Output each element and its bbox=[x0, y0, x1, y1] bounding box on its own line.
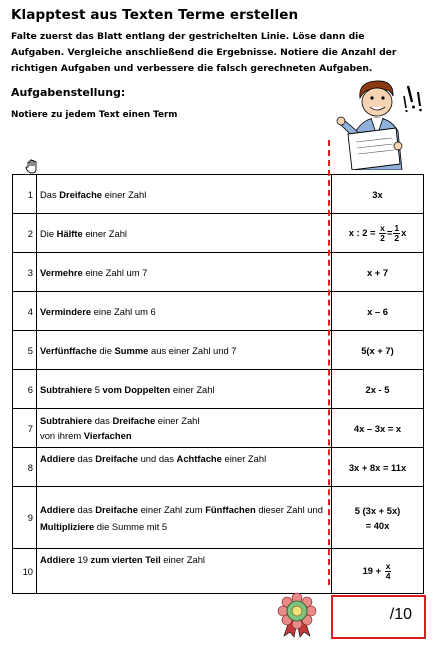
task-keyword: Vermehre bbox=[40, 266, 83, 278]
table-row bbox=[13, 487, 424, 549]
table-row bbox=[13, 331, 424, 370]
score-box bbox=[331, 595, 426, 639]
task-text-part: 19 bbox=[74, 554, 91, 565]
table-row bbox=[13, 175, 424, 214]
task-text-part: einer Zahl bbox=[102, 188, 147, 200]
score-label: /10 bbox=[389, 606, 412, 623]
task-text bbox=[37, 448, 332, 487]
task-keyword: Addiere bbox=[40, 503, 75, 515]
task-keyword: Addiere bbox=[40, 453, 75, 464]
task-text-part: einer Zahl zum bbox=[137, 503, 206, 515]
fraction-numerator: 1 bbox=[394, 222, 400, 233]
task-instruction: Notiere zu jedem Text einen Term bbox=[11, 110, 178, 120]
task-term: x + 7 bbox=[332, 253, 424, 292]
fraction-numerator: x bbox=[385, 560, 391, 571]
teacher-holding-paper-icon bbox=[330, 76, 430, 170]
task-number: 4 bbox=[13, 292, 37, 331]
task-heading: Aufgabenstellung: bbox=[11, 86, 126, 99]
table-row bbox=[13, 292, 424, 331]
task-term: 5(x + 7) bbox=[332, 331, 424, 370]
fraction-denominator: 2 bbox=[380, 232, 385, 243]
task-number: 3 bbox=[13, 253, 37, 292]
fraction bbox=[393, 224, 400, 243]
table-row bbox=[13, 214, 424, 253]
task-text-part: von ihrem bbox=[40, 430, 84, 441]
task-keyword: Fünffachen bbox=[205, 503, 256, 515]
page-title: Klapptest aus Texten Terme erstellen bbox=[11, 7, 299, 23]
task-text-part: 5 bbox=[92, 383, 103, 395]
task-text-part: das bbox=[74, 503, 96, 515]
task-text bbox=[37, 549, 332, 594]
task-text bbox=[37, 409, 332, 448]
task-text-part: Das bbox=[40, 188, 60, 200]
task-number: 10 bbox=[13, 549, 37, 594]
task-table bbox=[12, 174, 424, 594]
fraction-denominator: 2 bbox=[394, 232, 400, 243]
task-text-part: eine Zahl um 6 bbox=[91, 305, 156, 317]
task-text-part: und das bbox=[137, 453, 177, 464]
task-keyword: Vermindere bbox=[40, 305, 92, 317]
task-text bbox=[37, 292, 332, 331]
task-number: 8 bbox=[13, 448, 37, 487]
task-text-part: das bbox=[74, 453, 96, 464]
task-text bbox=[37, 175, 332, 214]
task-term: 3x bbox=[332, 175, 424, 214]
task-keyword: Vierfachen bbox=[83, 430, 132, 441]
task-text-part: einer Zahl bbox=[155, 415, 200, 426]
term-suffix: x bbox=[401, 226, 407, 238]
term-prefix: x : 2 = bbox=[348, 226, 376, 238]
award-rosette-icon bbox=[276, 592, 320, 638]
task-term: 3x + 8x = 11x bbox=[332, 448, 424, 487]
fraction-denominator: 4 bbox=[385, 570, 391, 581]
task-text bbox=[37, 487, 332, 549]
task-number: 1 bbox=[13, 175, 37, 214]
fraction bbox=[379, 224, 386, 243]
task-keyword: Subtrahiere bbox=[40, 415, 93, 426]
table-row bbox=[13, 409, 424, 448]
task-keyword: Dreifache bbox=[59, 188, 103, 200]
task-term bbox=[332, 487, 424, 549]
task-keyword: Achtfache bbox=[176, 453, 222, 464]
task-keyword: Subtrahiere bbox=[40, 383, 93, 395]
task-keyword: Dreifache bbox=[95, 503, 138, 515]
table-row bbox=[13, 448, 424, 487]
task-keyword: Addiere bbox=[40, 554, 75, 565]
task-keyword: vom Doppelten bbox=[102, 383, 171, 395]
task-text-part: aus einer Zahl und 7 bbox=[148, 344, 237, 356]
task-term bbox=[332, 549, 424, 594]
fraction bbox=[385, 562, 392, 581]
task-keyword: zum vierten Teil bbox=[90, 554, 161, 565]
task-text-part: eine Zahl um 7 bbox=[82, 266, 148, 278]
table-row bbox=[13, 370, 424, 409]
task-keyword: Verfünffache bbox=[40, 344, 97, 356]
task-text-part: dieser Zahl und bbox=[255, 503, 323, 515]
task-text-part: einer Zahl bbox=[82, 227, 128, 239]
task-number: 5 bbox=[13, 331, 37, 370]
instructions-paragraph: Falte zuerst das Blatt entlang der gestrichelten Linie. Löse dann die Aufgaben. Vergleiche anschließend die Ergebnisse. Notiere die Anzahl der richtigen Aufgaben und verbessere die falsch gerechneten Aufgaben. bbox=[11, 31, 397, 74]
task-text-part: einer Zahl bbox=[160, 554, 205, 565]
task-keyword: Summe bbox=[114, 344, 149, 356]
hand-pointer-icon bbox=[24, 158, 40, 174]
task-text-part: das bbox=[92, 415, 113, 426]
task-keyword: Hälfte bbox=[56, 227, 83, 239]
task-term: 4x – 3x = x bbox=[332, 409, 424, 448]
task-text-part: die bbox=[96, 344, 115, 356]
term-prefix: 19 + bbox=[362, 564, 382, 576]
task-text bbox=[37, 370, 332, 409]
task-text bbox=[37, 214, 332, 253]
task-text-part: einer Zahl bbox=[170, 383, 215, 395]
table-row bbox=[13, 549, 424, 594]
term-line: = 40x bbox=[365, 519, 390, 531]
task-text bbox=[37, 331, 332, 370]
task-number: 7 bbox=[13, 409, 37, 448]
task-term: 2x - 5 bbox=[332, 370, 424, 409]
task-text-part: Die bbox=[40, 227, 57, 239]
task-number: 9 bbox=[13, 487, 37, 549]
task-text-part: einer Zahl bbox=[221, 453, 267, 464]
term-line: 5 (3x + 5x) bbox=[354, 504, 401, 516]
task-text bbox=[37, 253, 332, 292]
table-row bbox=[13, 253, 424, 292]
task-number: 2 bbox=[13, 214, 37, 253]
task-keyword: Multipliziere bbox=[40, 520, 95, 532]
task-keyword: Dreifache bbox=[95, 453, 138, 464]
fraction-numerator: x bbox=[380, 222, 385, 233]
task-keyword: Dreifache bbox=[112, 415, 156, 426]
fold-line bbox=[328, 140, 330, 585]
task-term: x – 6 bbox=[332, 292, 424, 331]
task-number: 6 bbox=[13, 370, 37, 409]
task-text-part: die Summe mit 5 bbox=[94, 520, 168, 532]
task-term: x : 2 = $\frac{x}{2}$ = $\frac{1}{2}$ x bbox=[332, 214, 424, 253]
